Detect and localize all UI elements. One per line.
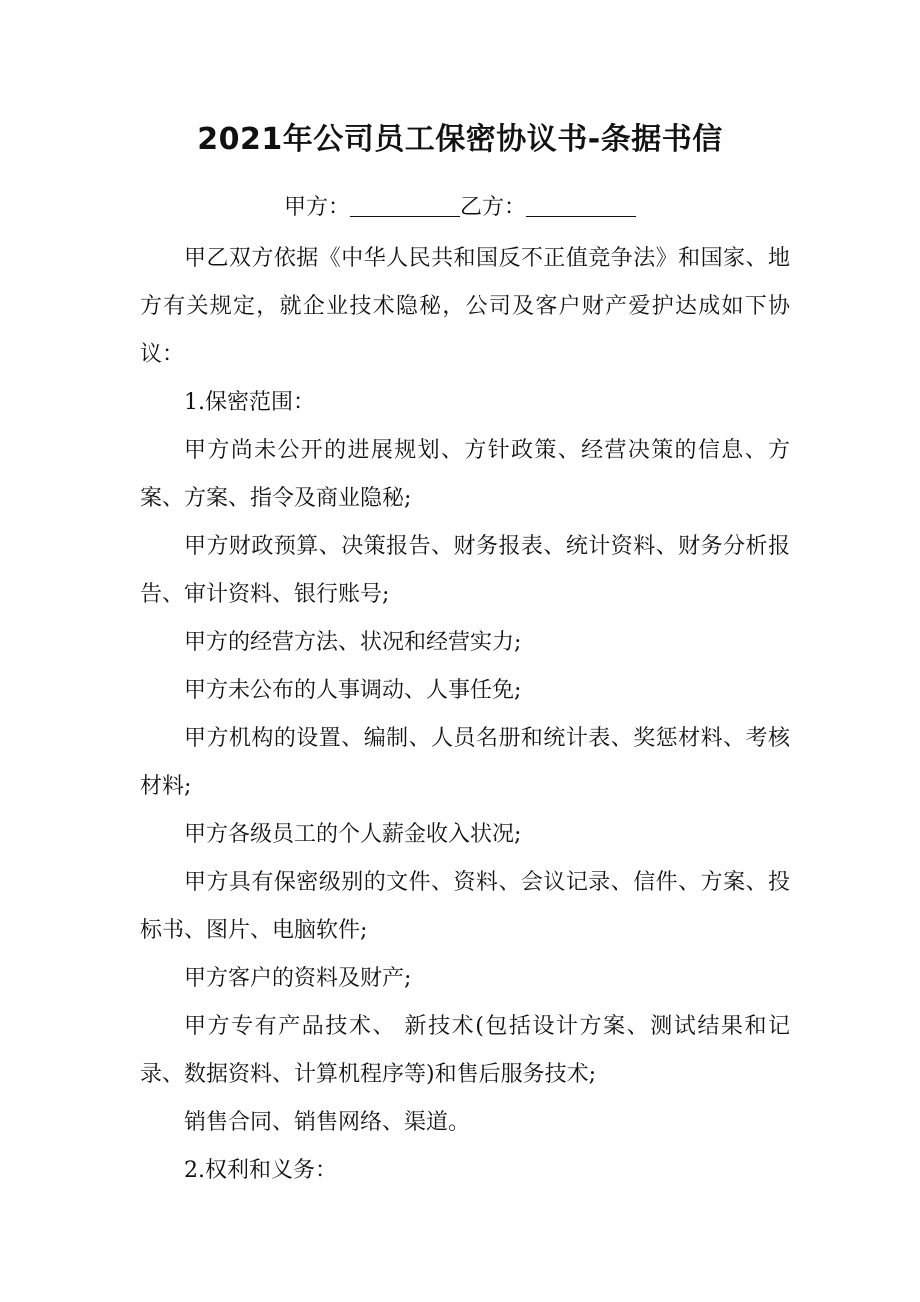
paragraph: 销售合同、销售网络、渠道。 [184,1110,471,1135]
paragraph: 甲方客户的资料及财产; [184,966,412,991]
party-b-blank [526,194,636,217]
paragraph: 甲方具有保密级别的文件、资料、会议记录、信件、方案、投标书、图片、电脑软件; [140,870,790,943]
paragraph: 甲方各级员工的个人薪金收入状况; [184,822,522,847]
party-a-label: 甲方： [283,195,350,220]
paragraph: 甲方财政预算、决策报告、财务报表、统计资料、财务分析报告、审计资料、银行账号; [140,534,790,607]
paragraph: 甲方机构的设置、编制、人员名册和统计表、奖惩材料、考核材料; [140,726,790,799]
paragraph: 1.保密范围： [184,390,315,415]
paragraph: 甲方专有产品技术、 新技术(包括设计方案、测试结果和记录、数据资料、计算机程序等)和售后服务技术; [140,1014,790,1087]
paragraph: 甲方尚未公开的进展规划、方针政策、经营决策的信息、方案、方案、指令及商业隐秘; [140,438,790,511]
document-body [140,235,790,1195]
document-title: 2021年公司员工保密协议书-条据书信 [197,122,723,157]
party-b-label: 乙方： [460,195,527,220]
parties-line [0,190,920,226]
paragraph: 甲乙双方依据《中华人民共和国反不正值竞争法》和国家、地方有关规定，就企业技术隐秘，公司及客户财产爱护达成如下协议： [140,246,790,367]
paragraph: 甲方未公布的人事调动、人事任免; [184,678,522,703]
paragraph: 甲方的经营方法、状况和经营实力; [184,630,522,655]
party-a-blank [350,194,460,217]
paragraph: 2.权利和义务： [184,1158,337,1183]
